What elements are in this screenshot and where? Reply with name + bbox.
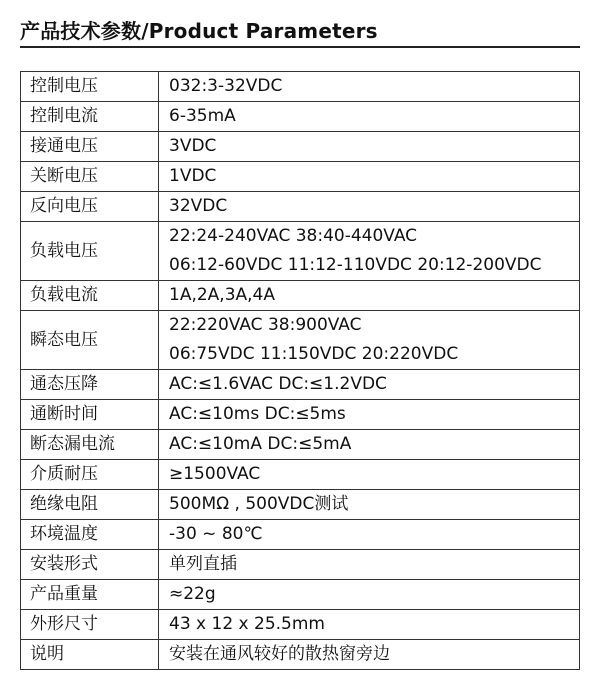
- parameter-row: [21, 370, 580, 400]
- parameter-label: 通态压降: [21, 370, 159, 400]
- parameter-row: [21, 520, 580, 550]
- parameter-row: [21, 610, 580, 640]
- parameter-row: [21, 72, 580, 102]
- parameter-row: [21, 162, 580, 192]
- parameter-label: 负载电压: [21, 222, 159, 281]
- parameter-value-line: AC:≤10ms DC:≤5ms: [169, 404, 346, 424]
- parameter-label: 产品重量: [21, 580, 159, 610]
- parameter-value-line: ≥1500VAC: [169, 464, 261, 484]
- parameter-value-line: AC:≤1.6VAC DC:≤1.2VDC: [169, 374, 387, 394]
- parameter-value: [159, 162, 580, 192]
- parameter-row: [21, 400, 580, 430]
- parameter-value-line: 22:24-240VAC 38:40-440VAC: [169, 226, 418, 246]
- parameter-row: [21, 102, 580, 132]
- parameter-row: [21, 192, 580, 222]
- parameter-value: [159, 520, 580, 550]
- parameter-label: 接通电压: [21, 132, 159, 162]
- parameter-row: [21, 490, 580, 520]
- parameter-value: [159, 102, 580, 132]
- parameter-value: [159, 370, 580, 400]
- parameters-table-body: [21, 72, 580, 670]
- parameter-row: [21, 640, 580, 670]
- parameter-value-line: -30 ~ 80℃: [169, 524, 263, 544]
- parameter-label: 瞬态电压: [21, 311, 159, 370]
- parameter-value: [159, 460, 580, 490]
- parameter-label: 关断电压: [21, 162, 159, 192]
- parameter-value: [159, 640, 580, 670]
- parameter-row: [21, 281, 580, 311]
- parameter-label: 反向电压: [21, 192, 159, 222]
- parameter-value: [159, 490, 580, 520]
- parameter-value: [159, 281, 580, 311]
- parameter-label: 负载电流: [21, 281, 159, 311]
- parameter-value-line: 1A,2A,3A,4A: [169, 285, 275, 305]
- parameter-value: [159, 132, 580, 162]
- parameter-row: [21, 580, 580, 610]
- parameter-value: [159, 192, 580, 222]
- parameter-value: [159, 430, 580, 460]
- parameter-value: [159, 311, 580, 370]
- parameter-row: [21, 132, 580, 162]
- page-title: 产品技术参数/Product Parameters: [20, 19, 378, 43]
- parameter-value: [159, 400, 580, 430]
- parameter-label: 断态漏电流: [21, 430, 159, 460]
- parameter-label: 安装形式: [21, 550, 159, 580]
- parameter-value-line: 32VDC: [169, 196, 228, 216]
- parameter-value-line: 43 x 12 x 25.5mm: [169, 614, 325, 634]
- parameter-value-line: ≈22g: [169, 584, 216, 604]
- parameter-label: 环境温度: [21, 520, 159, 550]
- parameter-row: [21, 222, 580, 281]
- parameter-value-line: AC:≤10mA DC:≤5mA: [169, 434, 352, 454]
- parameter-row: [21, 430, 580, 460]
- parameter-value: [159, 72, 580, 102]
- parameter-value-line: 500MΩ , 500VDC测试: [169, 494, 349, 514]
- parameter-value-line: 1VDC: [169, 166, 217, 186]
- parameter-value-line: 安装在通风较好的散热窗旁边: [169, 644, 390, 664]
- parameter-value-line: 06:75VDC 11:150VDC 20:220VDC: [169, 344, 459, 364]
- parameter-row: [21, 550, 580, 580]
- parameter-value-line: 3VDC: [169, 136, 217, 156]
- parameter-value: [159, 610, 580, 640]
- parameter-row: [21, 311, 580, 370]
- parameter-value-line: 6-35mA: [169, 106, 236, 126]
- title-underline: [20, 46, 580, 48]
- parameter-label: 外形尺寸: [21, 610, 159, 640]
- parameter-label: 说明: [21, 640, 159, 670]
- parameter-label: 通断时间: [21, 400, 159, 430]
- parameter-value-line: 单列直插: [169, 554, 237, 574]
- parameter-value-line: 22:220VAC 38:900VAC: [169, 315, 362, 335]
- parameter-label: 绝缘电阻: [21, 490, 159, 520]
- parameter-value: [159, 580, 580, 610]
- parameter-row: [21, 460, 580, 490]
- parameter-value: [159, 550, 580, 580]
- parameter-value-line: 032:3-32VDC: [169, 76, 283, 96]
- parameters-table: [20, 71, 580, 670]
- parameter-label: 控制电压: [21, 72, 159, 102]
- parameter-label: 控制电流: [21, 102, 159, 132]
- parameter-value-line: 06:12-60VDC 11:12-110VDC 20:12-200VDC: [169, 255, 542, 275]
- parameter-label: 介质耐压: [21, 460, 159, 490]
- parameter-value: [159, 222, 580, 281]
